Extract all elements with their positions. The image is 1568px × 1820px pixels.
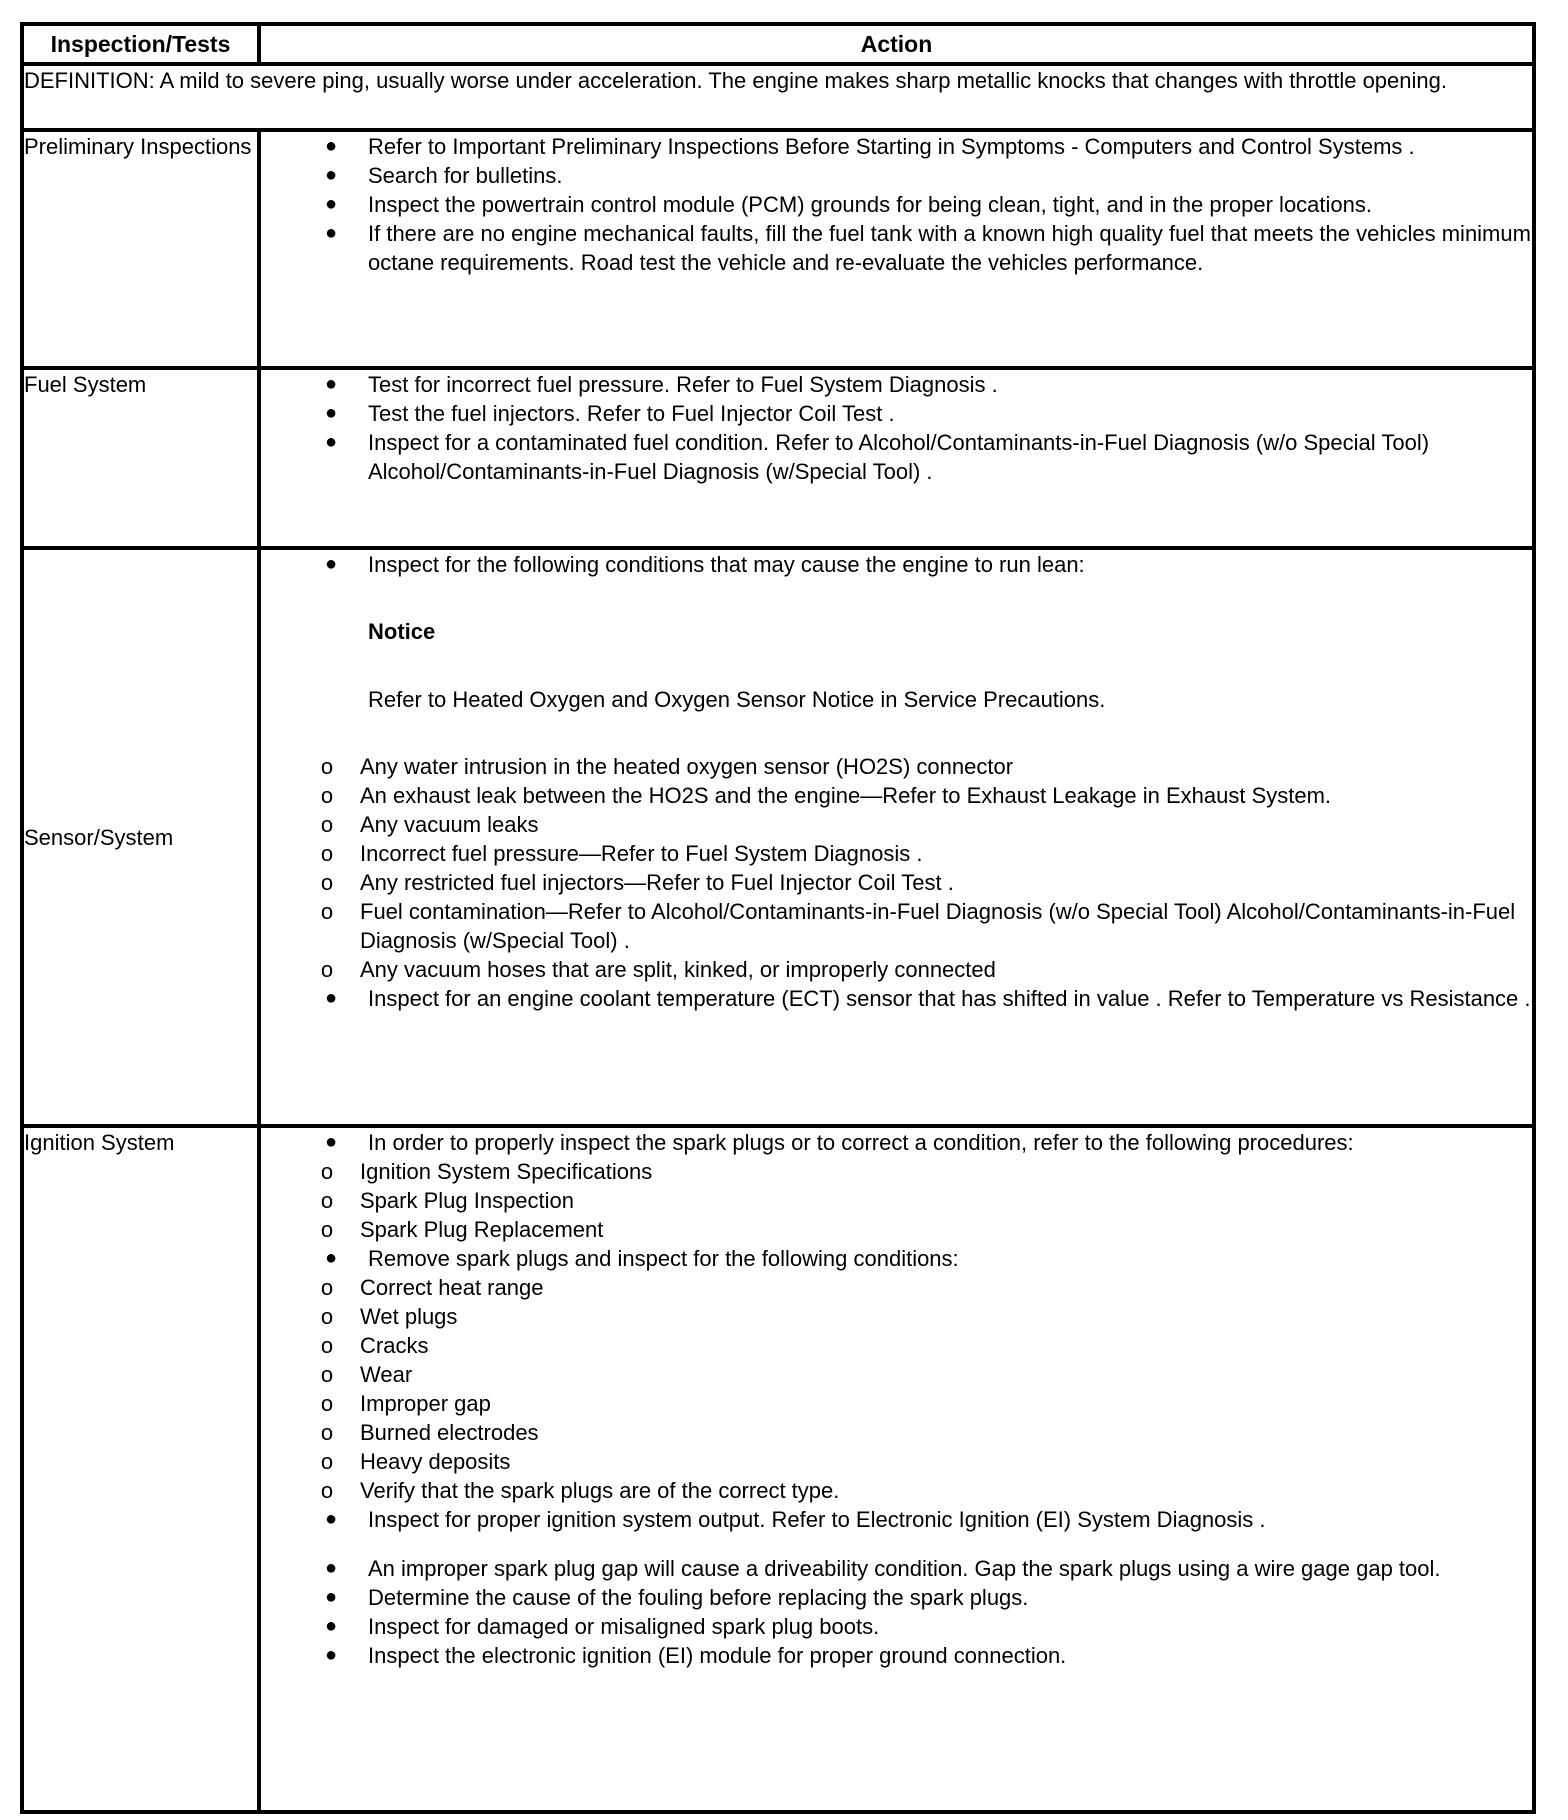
- circle-bullet-icon: o: [320, 957, 334, 982]
- circle-bullet-icon: o: [320, 1333, 334, 1358]
- item-text: If there are no engine mechanical faults, fill the fuel tank with a known high quality fuel that meets the vehicles minimum octane requirements. Road test the vehicle and re-evaluate the vehicles performance.: [368, 221, 1531, 275]
- sub-item-text: Incorrect fuel pressure—Refer to Fuel System Diagnosis .: [360, 841, 923, 866]
- list-item: [261, 190, 1532, 219]
- circle-bullet-icon: o: [320, 812, 334, 837]
- table-row: [22, 1126, 1534, 1812]
- diagnostic-table-document: [20, 22, 1532, 1814]
- sub-item-text: Any water intrusion in the heated oxygen sensor (HO2S) connector: [360, 754, 1014, 779]
- sub-item-text: Cracks: [360, 1333, 429, 1358]
- item-text: Inspect for an engine coolant temperature (ECT) sensor that has shifted in value . Refer to Temperature vs Resistance .: [368, 986, 1531, 1011]
- bullet-icon: ●: [324, 222, 338, 244]
- header-row: [22, 24, 1534, 64]
- table-row: [22, 548, 1534, 1126]
- circle-bullet-icon: o: [320, 1304, 334, 1329]
- circle-bullet-icon: o: [320, 870, 334, 895]
- sub-list-item: [261, 810, 1532, 839]
- list-item: [261, 161, 1532, 190]
- action-cell: [259, 368, 1534, 548]
- sub-list-item: [261, 1389, 1532, 1418]
- definition-row: [22, 64, 1534, 130]
- table-row: [22, 368, 1534, 548]
- circle-bullet-icon: o: [320, 899, 334, 924]
- sub-item-text: Spark Plug Inspection: [360, 1188, 575, 1213]
- sub-list-item: [261, 955, 1532, 984]
- circle-bullet-icon: o: [320, 1217, 334, 1242]
- row-label-preliminary: Preliminary Inspections: [22, 130, 259, 368]
- row-label-fuel-system: Fuel System: [22, 368, 259, 548]
- item-text: In order to properly inspect the spark plugs or to correct a condition, refer to the following procedures:: [368, 1130, 1354, 1155]
- sub-list-item: [261, 752, 1532, 781]
- sub-list-item: [261, 1215, 1532, 1244]
- item-text: Inspect the powertrain control module (PCM) grounds for being clean, tight, and in the proper locations.: [368, 192, 1372, 217]
- list-item: [261, 399, 1532, 428]
- diagnostic-table: [20, 22, 1536, 1814]
- circle-bullet-icon: o: [320, 1449, 334, 1474]
- bullet-icon: ●: [324, 1586, 338, 1608]
- action-cell: [259, 1126, 1534, 1812]
- bullet-icon: ●: [324, 135, 338, 157]
- sub-list-item: [261, 897, 1532, 955]
- item-text: Inspect the electronic ignition (EI) module for proper ground connection.: [368, 1643, 1067, 1668]
- sub-list-item: [261, 868, 1532, 897]
- list-item: [261, 1641, 1532, 1670]
- row-label-sensor-system: Sensor/System: [22, 548, 259, 1126]
- item-text: Search for bulletins.: [368, 163, 563, 188]
- sub-list-item: [261, 1302, 1532, 1331]
- bullet-icon: ●: [324, 1644, 338, 1666]
- sub-list-item: [261, 1157, 1532, 1186]
- sub-item-text: Improper gap: [360, 1391, 491, 1416]
- bullet-icon: ●: [324, 1615, 338, 1637]
- list-item: [261, 1583, 1532, 1612]
- sub-item-text: Heavy deposits: [360, 1449, 511, 1474]
- circle-bullet-icon: o: [320, 1391, 334, 1416]
- item-text: Inspect for proper ignition system output. Refer to Electronic Ignition (EI) System Diagnosis .: [368, 1507, 1266, 1532]
- sub-item-text: Wear: [360, 1362, 413, 1387]
- header-inspection-tests: Inspection/Tests: [22, 24, 259, 64]
- sub-list-item: [261, 1360, 1532, 1389]
- spacer: [261, 1534, 1532, 1554]
- list-item: [261, 550, 1532, 984]
- bullet-icon: ●: [324, 987, 338, 1009]
- action-cell: [259, 130, 1534, 368]
- bullet-icon: ●: [324, 164, 338, 186]
- bullet-icon: ●: [324, 553, 338, 575]
- list-item: [261, 132, 1532, 161]
- item-text: Determine the cause of the fouling before replacing the spark plugs.: [368, 1585, 1029, 1610]
- sub-list-item: [261, 1447, 1532, 1476]
- bullet-icon: ●: [324, 1508, 338, 1530]
- list-item: [261, 1244, 1532, 1505]
- bullet-icon: ●: [324, 373, 338, 395]
- circle-bullet-icon: o: [320, 783, 334, 808]
- sub-item-text: Ignition System Specifications: [360, 1159, 653, 1184]
- sub-item-text: Burned electrodes: [360, 1420, 539, 1445]
- circle-bullet-icon: o: [320, 841, 334, 866]
- item-text: Inspect for damaged or misaligned spark plug boots.: [368, 1614, 880, 1639]
- item-text: Inspect for the following conditions that may cause the engine to run lean:: [368, 552, 1085, 577]
- item-text: Refer to Important Preliminary Inspections Before Starting in Symptoms - Computers and Control Systems .: [368, 134, 1415, 159]
- sub-list-item: [261, 1186, 1532, 1215]
- circle-bullet-icon: o: [320, 1362, 334, 1387]
- sub-list-item: [261, 1331, 1532, 1360]
- sub-list-item: [261, 1273, 1532, 1302]
- sub-list-item: [261, 1418, 1532, 1447]
- item-text: Inspect for a contaminated fuel condition. Refer to Alcohol/Contaminants-in-Fuel Diagnosis (w/o Special Tool) Alcohol/Contaminants-in-Fuel Diagnosis (w/Special Tool) .: [368, 430, 1430, 484]
- definition-text: DEFINITION: A mild to severe ping, usually worse under acceleration. The engine makes sharp metallic knocks that changes with throttle opening.: [22, 64, 1534, 130]
- sub-item-text: Any vacuum hoses that are split, kinked, or improperly connected: [360, 957, 996, 982]
- item-text: An improper spark plug gap will cause a driveability condition. Gap the spark plugs using a wire gage gap tool.: [368, 1556, 1441, 1581]
- sub-list-item: [261, 781, 1532, 810]
- bullet-icon: ●: [324, 1247, 338, 1269]
- sub-item-text: Spark Plug Replacement: [360, 1217, 604, 1242]
- circle-bullet-icon: o: [320, 1420, 334, 1445]
- sub-item-text: Fuel contamination—Refer to Alcohol/Contaminants-in-Fuel Diagnosis (w/o Special Tool) Alcohol/Contaminants-in-Fuel Diagnosis (w/Special Tool) .: [360, 899, 1516, 953]
- list-item: [261, 428, 1532, 486]
- notice-body: Refer to Heated Oxygen and Oxygen Sensor Notice in Service Precautions.: [368, 687, 1106, 712]
- notice-title: Notice: [368, 619, 436, 644]
- sub-list-item: [261, 839, 1532, 868]
- circle-bullet-icon: o: [320, 1478, 334, 1503]
- bullet-icon: ●: [324, 193, 338, 215]
- list-item: [261, 219, 1532, 277]
- sub-item-text: Any vacuum leaks: [360, 812, 539, 837]
- circle-bullet-icon: o: [320, 1159, 334, 1184]
- item-text: Test the fuel injectors. Refer to Fuel Injector Coil Test .: [368, 401, 895, 426]
- sub-item-text: Wet plugs: [360, 1304, 458, 1329]
- circle-bullet-icon: o: [320, 1275, 334, 1300]
- sub-item-text: Verify that the spark plugs are of the correct type.: [360, 1478, 840, 1503]
- sub-item-text: Any restricted fuel injectors—Refer to Fuel Injector Coil Test .: [360, 870, 954, 895]
- action-cell: [259, 548, 1534, 1126]
- list-item: [261, 1612, 1532, 1641]
- sub-list-item: [261, 1476, 1532, 1505]
- table-row: [22, 130, 1534, 368]
- list-item: [261, 370, 1532, 399]
- header-action: Action: [259, 24, 1534, 64]
- item-text: Remove spark plugs and inspect for the following conditions:: [368, 1246, 959, 1271]
- list-item: [261, 1505, 1532, 1534]
- bullet-icon: ●: [324, 431, 338, 453]
- sub-item-text: An exhaust leak between the HO2S and the engine—Refer to Exhaust Leakage in Exhaust System.: [360, 783, 1332, 808]
- list-item: [261, 984, 1532, 1013]
- list-item: [261, 1128, 1532, 1244]
- list-item: [261, 1554, 1532, 1583]
- bullet-icon: ●: [324, 1557, 338, 1579]
- bullet-icon: ●: [324, 402, 338, 424]
- bullet-icon: ●: [324, 1131, 338, 1153]
- item-text: Test for incorrect fuel pressure. Refer to Fuel System Diagnosis .: [368, 372, 998, 397]
- sub-item-text: Correct heat range: [360, 1275, 544, 1300]
- row-label-ignition-system: Ignition System: [22, 1126, 259, 1812]
- circle-bullet-icon: o: [320, 754, 334, 779]
- circle-bullet-icon: o: [320, 1188, 334, 1213]
